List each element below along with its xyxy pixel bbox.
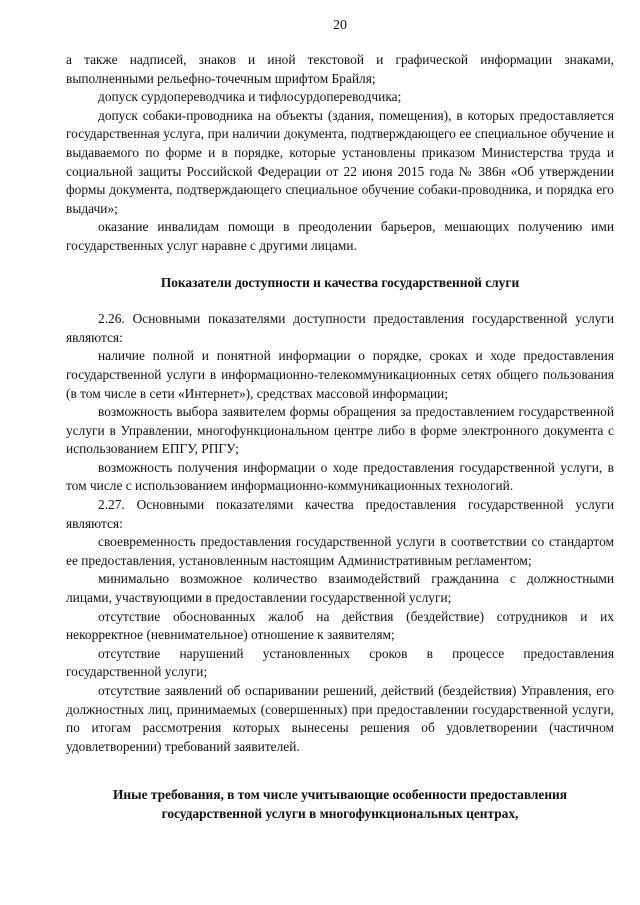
page-number: 20 [333,18,347,33]
paragraph: отсутствие нарушений установленных сроков в процессе предоставления государственной услуги; [66,645,614,680]
paragraph: допуск собаки-проводника на объекты (здания, помещения), в которых предоставляется государственная услуга, при наличии документа, подтверждающего ее специальное обучение и выдаваемого по форме и в порядке, которые установлены приказом Министерства труда и социальной защиты Российской Федерации от 22 июня 2015 года № 386н «Об утверждении формы документа, подтверждающего специальное обучение собаки-проводника, и порядка его выдачи»; [66,107,614,216]
spacer [66,292,614,310]
spacer [66,256,614,274]
paragraph: возможность получения информации о ходе предоставления государственной услуги, в том числе с использованием информационно-коммуникационных технологий. [66,459,614,494]
document-body [66,51,614,824]
section-heading: Иные требования, в том числе учитывающие особенности предоставления государственной услуги в многофункциональных центрах, [112,787,568,821]
paragraph: отсутствие обоснованных жалоб на действия (бездействие) сотрудников и их некорректное (невнимательное) отношение к заявителям; [66,608,614,643]
spacer [66,756,614,786]
paragraph: возможность выбора заявителем формы обращения за предоставлением государственной услуги в Управлении, многофункциональном центре либо в форме электронного документа с использованием ЕПГУ, РПГУ; [66,404,614,457]
section-heading: Показатели доступности и качества государственной слуги [160,274,520,290]
paragraph: допуск сурдопереводчика и тифлосурдопереводчика; [98,89,402,105]
paragraph: минимально возможное количество взаимодействий гражданина с должностными лицами, участвующими в предоставлении государственной услуги; [66,571,614,606]
paragraph: своевременность предоставления государственной услуги в соответствии со стандартом ее предоставления, установленным настоящим Административным регламентом; [66,534,614,568]
paragraph: наличие полной и понятной информации о порядке, сроках и ходе предоставления государственной услуги в информационно-телекоммуникационных сетях общего пользования (в том числе в сети «Интернет»), средствах массовой информации; [66,348,614,401]
paragraph: 2.27. Основными показателями качества предоставления государственной услуги являются: [66,497,614,531]
paragraph: отсутствие заявлений об оспаривании решений, действий (бездействия) Управления, его должностных лиц, принимаемых (совершенных) при предоставлении государственной услуги, по итогам рассмотрения которых вынесены решения об удовлетворении (частичном удовлетворении) требований заявителей. [66,683,614,754]
paragraph: а также надписей, знаков и иной текстовой и графической информации знаками, выполненными рельефно-точечным шрифтом Брайля; [66,52,614,86]
paragraph: оказание инвалидам помощи в преодолении барьеров, мешающих получению ими государственных услуг наравне с другими лицами. [66,219,614,253]
paragraph: 2.26. Основными показателями доступности предоставления государственной услуги являются: [66,311,614,345]
